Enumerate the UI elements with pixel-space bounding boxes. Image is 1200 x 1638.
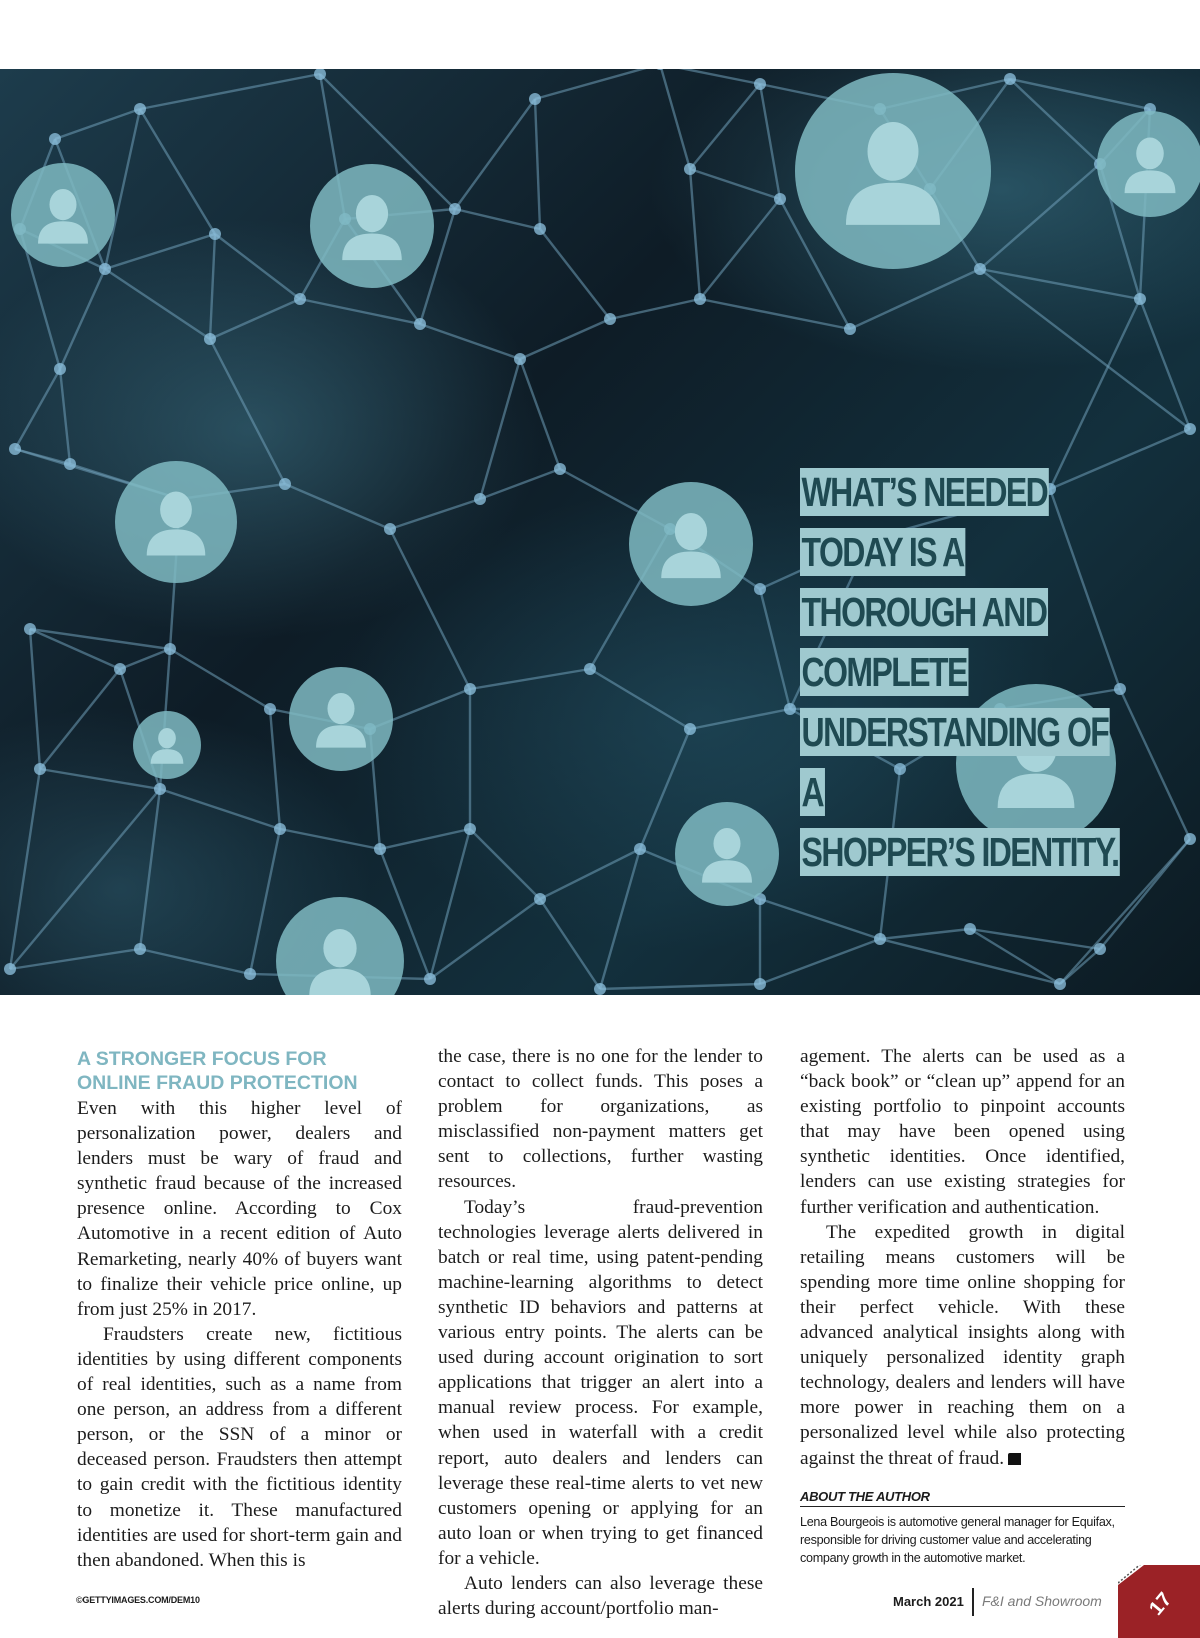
- network-dot: [264, 703, 276, 715]
- footer-divider: [972, 1588, 974, 1616]
- section-heading: A STRONGER FOCUS FOR ONLINE FRAUD PROTECTION: [77, 1048, 358, 1094]
- network-link: [390, 529, 470, 689]
- network-dot: [529, 93, 541, 105]
- network-link: [980, 164, 1100, 269]
- network-link: [55, 109, 140, 139]
- network-dot: [424, 973, 436, 985]
- network-link: [105, 109, 140, 269]
- network-link: [60, 269, 105, 369]
- network-dot: [754, 978, 766, 990]
- person-avatar-icon: [133, 711, 201, 779]
- network-link: [590, 669, 690, 729]
- network-link: [520, 319, 610, 359]
- network-link: [690, 84, 760, 169]
- network-dot: [9, 443, 21, 455]
- network-link: [540, 229, 610, 319]
- network-link: [280, 829, 380, 849]
- person-avatar-icon: [795, 73, 991, 269]
- network-link: [30, 629, 40, 769]
- network-dot: [1094, 943, 1106, 955]
- network-dot: [134, 103, 146, 115]
- network-dot: [474, 493, 486, 505]
- network-dot: [134, 943, 146, 955]
- network-dot: [1134, 293, 1146, 305]
- network-link: [105, 269, 210, 339]
- paragraph-text: The expedited growth in digital retailing means customers will be spending more time online shopping for their perfect vehicle. With these advanced analytical insights along with uniquely personalized identity graph technology, dealers and lenders will have more power in reaching them on a personalized level while also protecting against the threat of fraud.: [800, 1221, 1125, 1469]
- network-dot: [274, 823, 286, 835]
- network-link: [660, 69, 760, 84]
- network-dot: [54, 363, 66, 375]
- network-dot: [1184, 833, 1196, 845]
- network-link: [140, 789, 160, 949]
- paragraph: agement. The alerts can be used as a “back book” or “clean up” append for an existing portfolio to pinpoint accounts that may have been opened using synthetic identities. Once identified, lenders can use existing strategies for further verification and authentication.: [800, 1046, 1125, 1218]
- person-avatar-icon: [675, 802, 779, 906]
- photo-credit: ©GETTYIMAGES.COM/DEM10: [76, 1595, 200, 1605]
- network-dot: [294, 293, 306, 305]
- network-link: [300, 299, 420, 324]
- network-dot: [464, 683, 476, 695]
- network-dot: [154, 783, 166, 795]
- network-dot: [99, 263, 111, 275]
- network-dot: [464, 823, 476, 835]
- network-link: [105, 234, 215, 269]
- network-link: [40, 669, 120, 769]
- network-dot: [24, 623, 36, 635]
- network-dot: [974, 263, 986, 275]
- network-dot: [49, 133, 61, 145]
- network-link: [140, 74, 320, 109]
- pull-quote-line: SHOPPER’S IDENTITY.: [801, 829, 1119, 875]
- author-heading: ABOUT THE AUTHOR: [800, 1489, 1125, 1507]
- network-dot: [164, 643, 176, 655]
- network-link: [15, 369, 60, 449]
- network-link: [690, 169, 780, 199]
- network-link: [380, 829, 470, 849]
- network-link: [610, 299, 700, 319]
- network-dot: [784, 703, 796, 715]
- network-link: [690, 709, 790, 729]
- network-dot: [684, 163, 696, 175]
- network-link: [520, 359, 560, 469]
- network-link: [455, 99, 535, 209]
- pull-quote-line: UNDERSTANDING OF A: [801, 709, 1109, 815]
- network-link: [210, 339, 285, 484]
- network-link: [285, 484, 390, 529]
- network-link: [540, 899, 600, 989]
- page-number: 17: [1145, 1588, 1177, 1620]
- person-avatar-icon: [1097, 111, 1200, 217]
- paragraph: the case, there is no one for the lender to contact to collect funds. This poses a problem for organizations, as misclassified non-payment matters get sent to collections, further wasting resources.: [438, 1046, 763, 1193]
- network-dot: [774, 193, 786, 205]
- network-link: [880, 929, 970, 939]
- network-dot: [1004, 73, 1016, 85]
- person-avatar-icon: [310, 164, 434, 288]
- network-dot: [754, 78, 766, 90]
- network-dot: [584, 663, 596, 675]
- person-avatar-icon: [629, 482, 753, 606]
- network-link: [980, 269, 1140, 299]
- network-dot: [114, 663, 126, 675]
- network-link: [40, 769, 160, 789]
- article-column-3: [800, 1044, 1125, 1471]
- end-mark-icon: [1008, 1453, 1021, 1465]
- network-link: [210, 299, 300, 339]
- network-link: [470, 829, 540, 899]
- pull-quote-line: THOROUGH AND COMPLETE: [801, 589, 1047, 695]
- network-dot: [1054, 978, 1066, 990]
- network-dot: [514, 353, 526, 365]
- network-link: [760, 899, 880, 939]
- network-link: [970, 929, 1100, 949]
- network-link: [250, 829, 280, 974]
- network-link: [660, 69, 690, 169]
- network-link: [850, 269, 980, 329]
- network-dot: [414, 318, 426, 330]
- network-link: [690, 169, 700, 299]
- network-link: [760, 589, 790, 709]
- network-link: [420, 324, 520, 359]
- person-avatar-icon: [115, 461, 237, 583]
- network-link: [430, 829, 470, 979]
- network-dot: [684, 723, 696, 735]
- network-dot: [654, 69, 666, 70]
- person-avatar-icon: [276, 897, 404, 995]
- network-dot: [604, 313, 616, 325]
- network-dot: [449, 203, 461, 215]
- network-dot: [754, 583, 766, 595]
- pull-quote-line: WHAT’S NEEDED TODAY IS A: [801, 469, 1048, 575]
- person-avatar-icon: [289, 667, 393, 771]
- paragraph: Fraudsters create new, fictitious identities by using different components of real identities, such as a name from one person, an address from a different person, or the SSN of a minor or deceased person. Fraudsters then attempt to gain credit with the fictitious identity to monetize it. These manufactured identities are used for short-term gain and then abandoned. When this is: [77, 1323, 402, 1571]
- network-link: [880, 939, 1060, 984]
- network-link: [10, 949, 140, 969]
- network-dot: [554, 463, 566, 475]
- network-dot: [964, 923, 976, 935]
- network-dot: [4, 963, 16, 975]
- network-link: [160, 789, 280, 829]
- paragraph: Even with this higher level of personalization power, dealers and lenders must be wary of fraud and synthetic fraud because of the increased presence online. According to Cox Automotive in a recent edition of Auto Remarketing, nearly 40% of buyers want to finalize their vehicle price online, up from just 25% in 2017.: [77, 1098, 402, 1320]
- paragraph: Auto lenders can also leverage these alerts during account/portfolio man-: [438, 1572, 763, 1620]
- network-link: [540, 849, 640, 899]
- network-dot: [634, 843, 646, 855]
- article-column-2: [438, 1044, 763, 1621]
- network-link: [760, 84, 780, 199]
- network-link: [390, 499, 480, 529]
- network-link: [700, 299, 850, 329]
- network-dot: [534, 223, 546, 235]
- magazine-name: F&I and Showroom: [982, 1593, 1102, 1609]
- network-link: [1010, 79, 1150, 109]
- paragraph: Today’s fraud-prevention technologies leverage alerts delivered in batch or real time, using patent-pending machine-learning algorithms to detect synthetic ID behaviors and patterns at various entry points. The alerts can be used during account origination to sort applications that trigger an alert into a manual review process. For example, when used in waterfall with a credit report, auto dealers and lenders can leverage these real-time alerts to vet new customers opening or applying for an auto loan or when trying to get financed for a vehicle.: [438, 1196, 763, 1569]
- network-link: [60, 369, 70, 464]
- author-bio: Lena Bourgeois is automotive general manager for Equifax, responsible for driving customer value and accelerating company growth in the automotive market.: [800, 1515, 1115, 1565]
- network-link: [1050, 299, 1140, 489]
- network-dot: [534, 893, 546, 905]
- network-link: [600, 984, 760, 989]
- network-dot: [874, 933, 886, 945]
- network-link: [140, 109, 215, 234]
- article-column-1: [77, 1044, 402, 1573]
- network-link: [210, 234, 215, 339]
- issue-date: March 2021: [893, 1594, 964, 1609]
- network-link: [215, 234, 300, 299]
- network-dot: [694, 293, 706, 305]
- network-link: [170, 649, 270, 709]
- paragraph: [800, 1220, 1125, 1471]
- network-link: [600, 849, 640, 989]
- network-link: [470, 669, 590, 689]
- network-dot: [204, 333, 216, 345]
- network-link: [970, 929, 1060, 984]
- network-link: [430, 899, 540, 979]
- network-link: [270, 709, 280, 829]
- network-dot: [844, 323, 856, 335]
- network-link: [480, 469, 560, 499]
- network-dot: [374, 843, 386, 855]
- network-link: [760, 939, 880, 984]
- hero-image: [0, 69, 1200, 995]
- pull-quote: [800, 462, 1135, 882]
- network-dot: [279, 478, 291, 490]
- network-link: [535, 99, 540, 229]
- network-dot: [34, 763, 46, 775]
- network-link: [1010, 79, 1100, 164]
- network-dot: [244, 968, 256, 980]
- network-dot: [64, 458, 76, 470]
- network-dot: [594, 983, 606, 995]
- network-link: [535, 69, 660, 99]
- network-dot: [209, 228, 221, 240]
- network-link: [455, 209, 540, 229]
- person-avatar-icon: [11, 163, 115, 267]
- network-link: [480, 359, 520, 499]
- network-dot: [384, 523, 396, 535]
- network-link: [140, 949, 250, 974]
- network-link: [700, 199, 780, 299]
- network-dot: [1184, 423, 1196, 435]
- network-link: [120, 649, 170, 669]
